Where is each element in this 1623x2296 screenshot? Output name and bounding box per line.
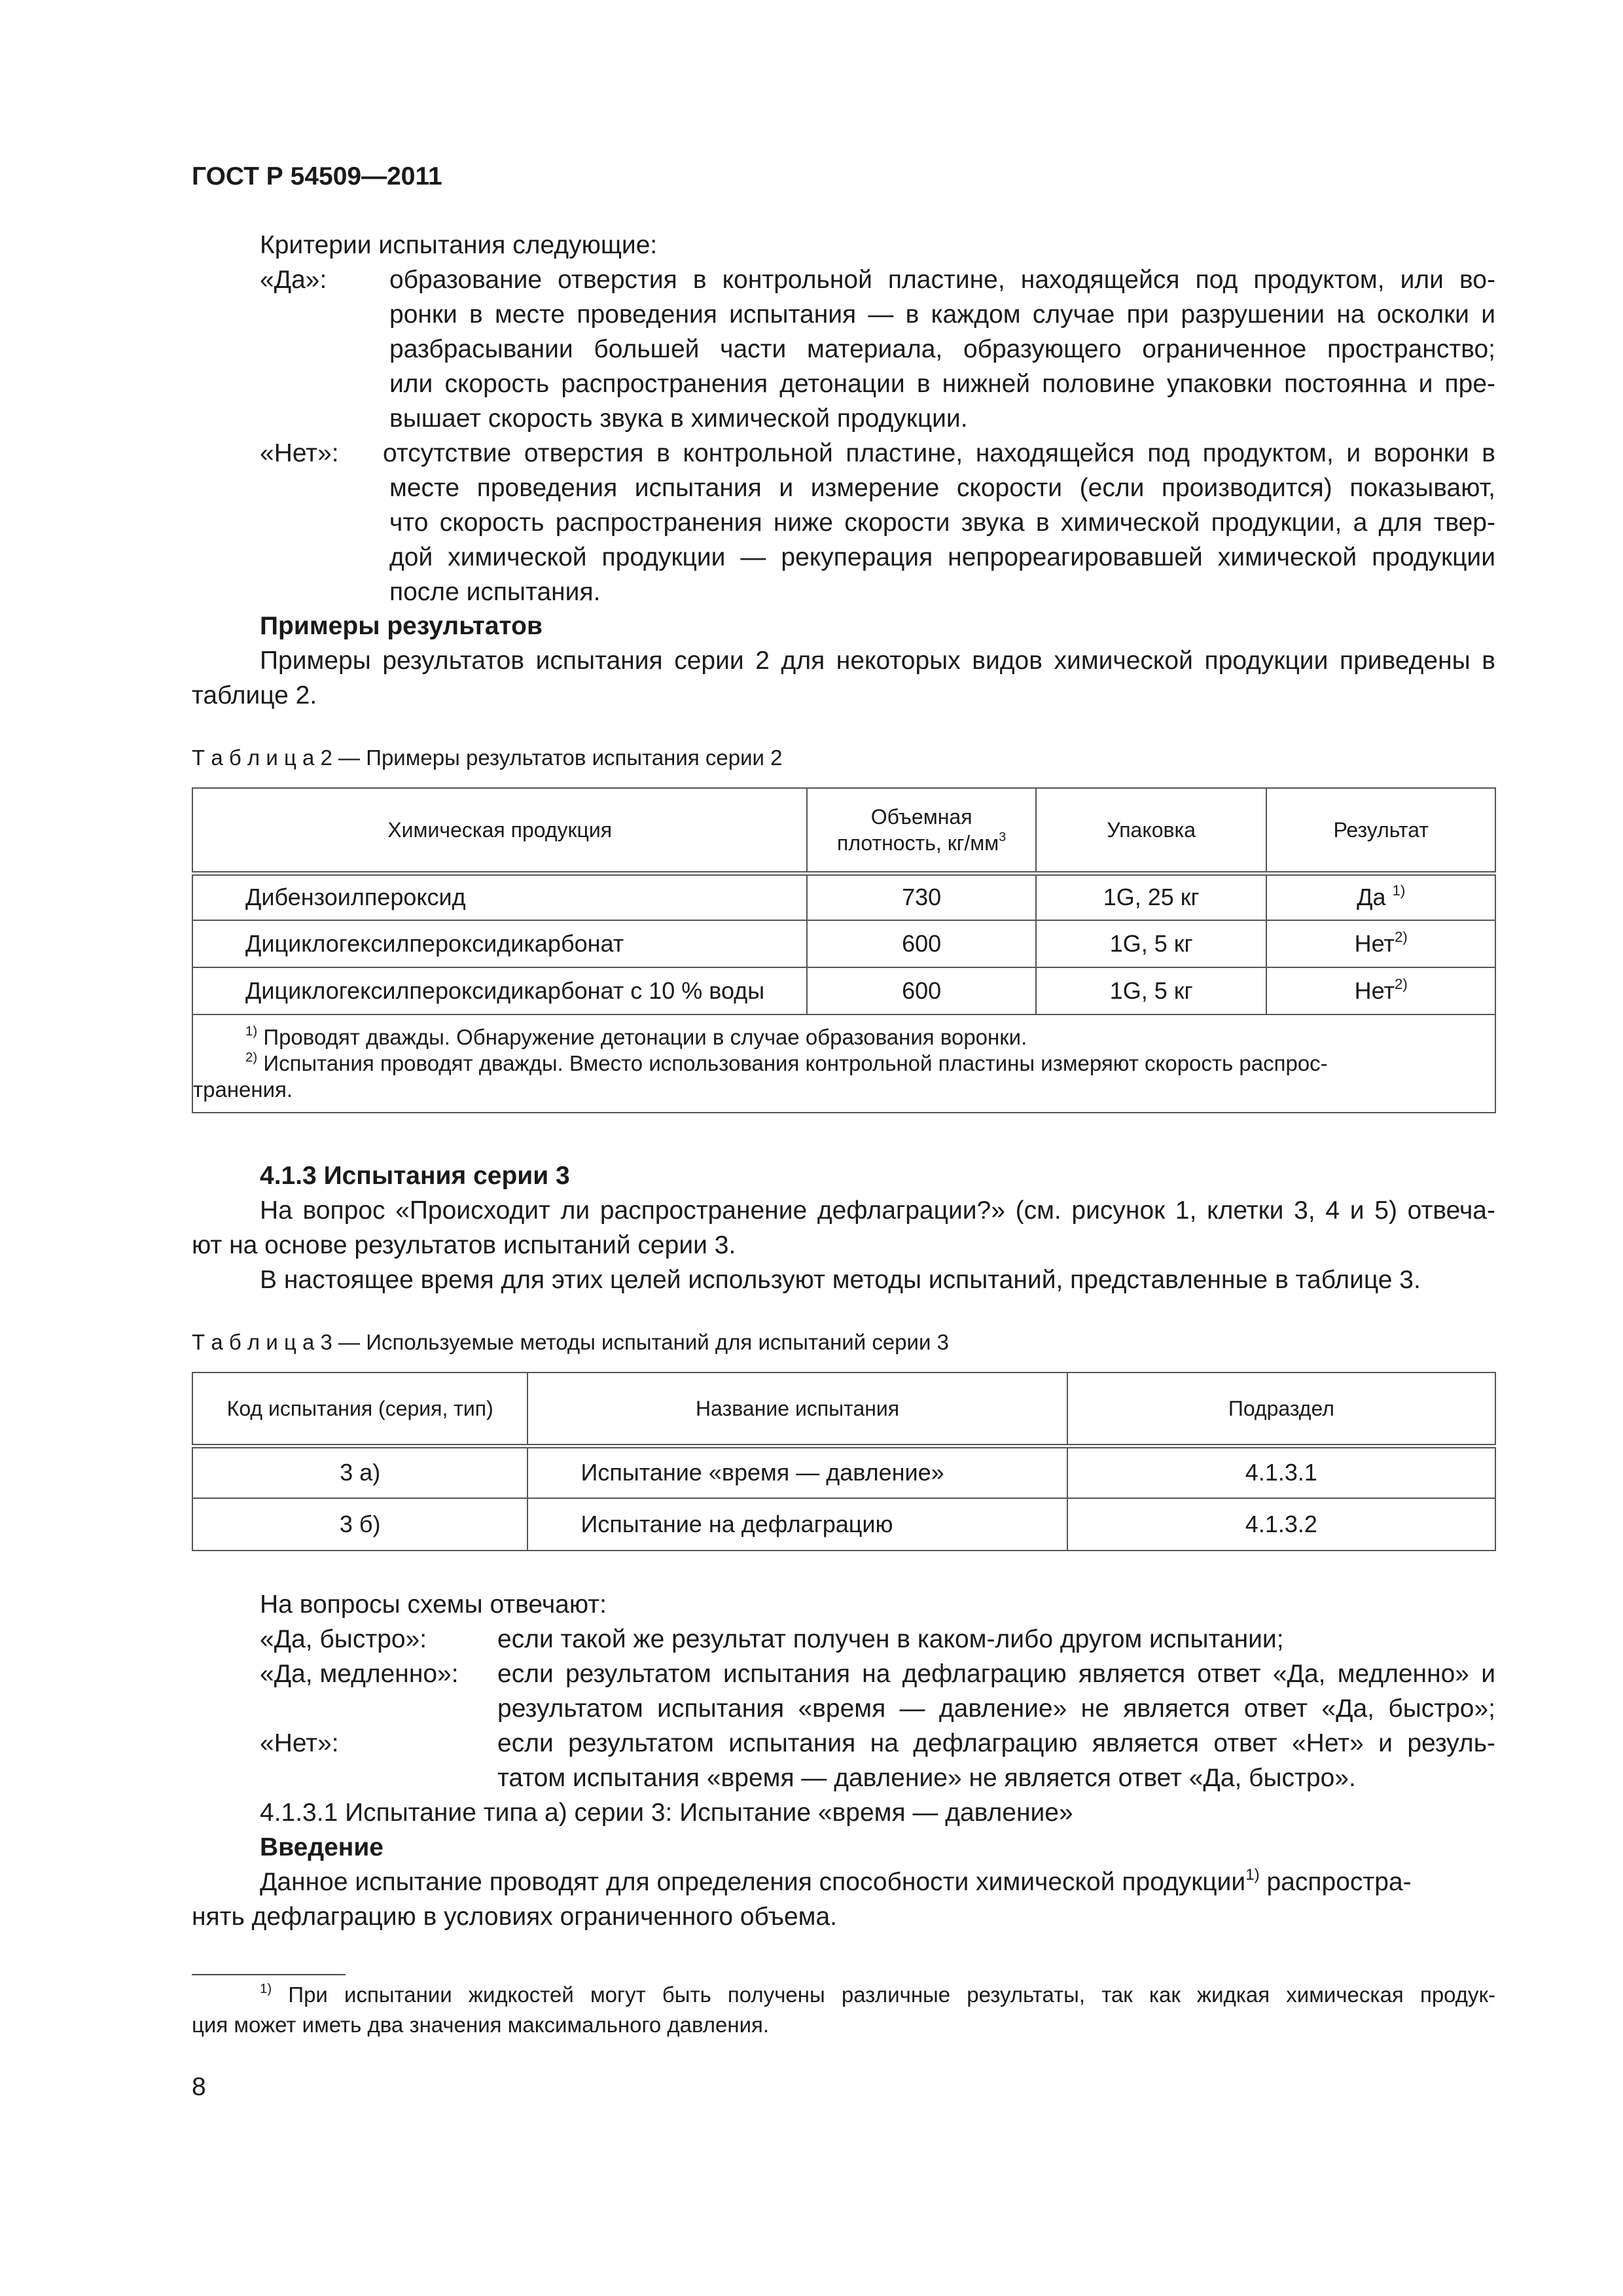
criteria-no-line: месте проведения испытания и измерение скорости (если производится) показывают, [389,474,1495,502]
scheme-slow-line: если результатом испытания на дефлаграцию является ответ «Да, медленно» и [497,1660,1495,1688]
table2-result-value: Да [1357,884,1386,911]
page-footnote-mark: 1) [260,1981,272,1996]
table2-cell-density: 600 [807,967,1036,1014]
table2-cell-package: 1G, 5 кг [1036,920,1267,967]
table2-footnote-1-text: Проводят дважды. Обнаружение детонации в случае образования воронки. [263,1025,1027,1049]
table2-cell-package: 1G, 5 кг [1036,967,1267,1014]
introduction-paragraph-line: нять дефлаграцию в условиях ограниченного объема. [192,1903,837,1931]
table-2 [192,787,1496,1113]
table3-cell-code: 3 а) [192,1446,527,1498]
table2-footnote-1-mark: 1) [245,1023,258,1039]
introduction-paragraph-line [260,1865,1495,1899]
page-number: 8 [192,2073,206,2101]
criteria-yes-line: ронки в месте проведения испытания — в каждом случае при разрушении на осколки и [389,300,1495,329]
table2-cell-result [1266,873,1495,920]
table2-result-note: 2) [1394,928,1408,945]
table2-header-density-sup: 3 [999,830,1007,845]
page-footnote-line [260,1981,1495,2009]
table-3 [192,1372,1496,1551]
page-footnote-text: При испытании жидкостей могут быть получены различные результаты, так как жидкая химическая продук- [272,1982,1495,2007]
table2-header-density [807,788,1036,873]
table2-header-result: Результат [1266,788,1495,873]
table-row [192,1446,1495,1498]
scheme-no-label: «Нет»: [260,1729,339,1757]
section-4-1-3-heading: 4.1.3 Испытания серии 3 [260,1162,570,1190]
table-row [192,1498,1495,1551]
table3-cell-name: Испытание «время — давление» [527,1446,1067,1498]
table2-footnote-2-cont: транения. [193,1077,293,1102]
section-4-1-3-paragraph-line: ют на основе результатов испытаний серии 3. [192,1231,736,1259]
table2-caption [192,744,782,772]
table2-header-row [192,788,1495,873]
table3-header-name: Название испытания [527,1372,1067,1446]
table2-footnotes-row [192,1014,1495,1113]
section-4-1-3-paragraph-2: В настоящее время для этих целей используют методы испытаний, представленные в таблице 3. [260,1266,1421,1294]
criteria-no-line: отсутствие отверстия в контрольной пластине, находящейся под продуктом, и воронки в [383,439,1495,467]
criteria-yes-label: «Да»: [260,266,327,294]
table2-caption-prefix: Т а б л и ц а 2 [192,745,332,770]
table3-header-row [192,1372,1495,1446]
scheme-no-line: если результатом испытания на дефлаграцию является ответ «Нет» и резуль- [497,1729,1495,1757]
table2-footnote-2-text: Испытания проводят дважды. Вместо использования контрольной пластины измеряют скорость распрос- [263,1051,1328,1075]
examples-paragraph-line: Примеры результатов испытания серии 2 для некоторых видов химической продукции приведены в [260,647,1495,675]
table2-cell-result [1266,920,1495,967]
table3-header-code: Код испытания (серия, тип) [192,1372,527,1446]
footnote-separator [192,1974,346,1975]
table2-cell-product: Дибензоилпероксид [192,873,807,920]
table2-caption-text: — Примеры результатов испытания серии 2 [332,745,783,770]
table2-result-note: 2) [1394,975,1408,992]
table-row [192,873,1495,920]
table2-header-density-unit: плотность, кг/мм [837,831,999,855]
table2-result-value: Нет [1354,977,1395,1004]
section-4-1-3-paragraph-line: На вопрос «Происходит ли распространение дефлаграции?» (см. рисунок 1, клетки 3, 4 и 5) отвеча- [260,1196,1495,1225]
table2-result-value: Нет [1354,930,1395,957]
scheme-no-line: татом испытания «время — давление» не является ответ «Да, быстро». [497,1764,1356,1792]
table2-cell-product: Дициклогексилпероксидикарбонат [192,920,807,967]
criteria-no-line: что скорость распространения ниже скорости звука в химической продукции, а для твер- [389,509,1495,537]
document-code-header: ГОСТ Р 54509—2011 [192,162,442,190]
scheme-intro: На вопросы схемы отвечают: [260,1590,607,1619]
table-row [192,920,1495,967]
section-4-1-3-1-heading: 4.1.3.1 Испытание типа а) серии 3: Испытание «время — давление» [260,1799,1073,1827]
criteria-yes-line: или скорость распространения детонации в нижней половине упаковки постоянна и пре- [389,370,1495,398]
introduction-text: Данное испытание проводят для определения способности химической продукции [260,1868,1246,1896]
introduction-heading: Введение [260,1833,383,1861]
table2-header-package: Упаковка [1036,788,1267,873]
scheme-slow-label: «Да, медленно»: [260,1660,459,1688]
table2-header-density-line: Объемная [870,804,972,829]
scheme-fast-label: «Да, быстро»: [260,1625,427,1653]
table2-footnote-1 [193,1024,1489,1050]
table2-cell-result [1266,967,1495,1014]
criteria-no-line: дой химической продукции — рекуперация непрореагировавшей химической продукции [389,543,1495,571]
criteria-yes-line: образование отверстия в контрольной пластине, находящейся под продуктом, или во- [389,266,1495,294]
criteria-yes-line: разбрасывании большей части материала, образующего ограниченное пространство; [389,335,1495,363]
criteria-yes-line: вышает скорость звука в химической продукции. [389,404,968,433]
footnote-reference: 1) [1245,1865,1260,1884]
table2-footnotes [192,1014,1495,1113]
table2-footnote-2 [193,1050,1489,1077]
table2-cell-package: 1G, 25 кг [1036,873,1267,920]
criteria-no-line: после испытания. [389,578,601,606]
table3-cell-section: 4.1.3.1 [1067,1446,1495,1498]
table2-cell-product: Дициклогексилпероксидикарбонат с 10 % воды [192,967,807,1014]
examples-heading: Примеры результатов [260,612,543,640]
table3-cell-section: 4.1.3.2 [1067,1498,1495,1551]
table3-caption-prefix: Т а б л и ц а 3 [192,1330,332,1354]
table2-cell-density: 730 [807,873,1036,920]
table3-header-section: Подраздел [1067,1372,1495,1446]
criteria-no-label: «Нет»: [260,439,339,467]
scheme-fast-text: если такой же результат получен в каком-либо другом испытании; [497,1625,1284,1653]
table2-cell-density: 600 [807,920,1036,967]
introduction-text: распростра- [1259,1868,1412,1896]
table2-result-note: 1) [1392,882,1406,899]
table3-caption-text: — Используемые методы испытаний для испытаний серии 3 [332,1330,949,1354]
examples-paragraph-line: таблице 2. [192,681,317,709]
table3-cell-name: Испытание на дефлаграцию [527,1498,1067,1551]
table3-caption [192,1328,949,1357]
criteria-intro: Критерии испытания следующие: [260,231,658,259]
scheme-slow-line: результатом испытания «время — давление» не является ответ «Да, быстро»; [497,1695,1495,1723]
table-row [192,967,1495,1014]
table3-cell-code: 3 б) [192,1498,527,1551]
page-footnote-line: ция может иметь два значения максимального давления. [192,2013,770,2037]
table2-header-product: Химическая продукция [192,788,807,873]
table2-footnote-2-mark: 2) [245,1049,258,1065]
